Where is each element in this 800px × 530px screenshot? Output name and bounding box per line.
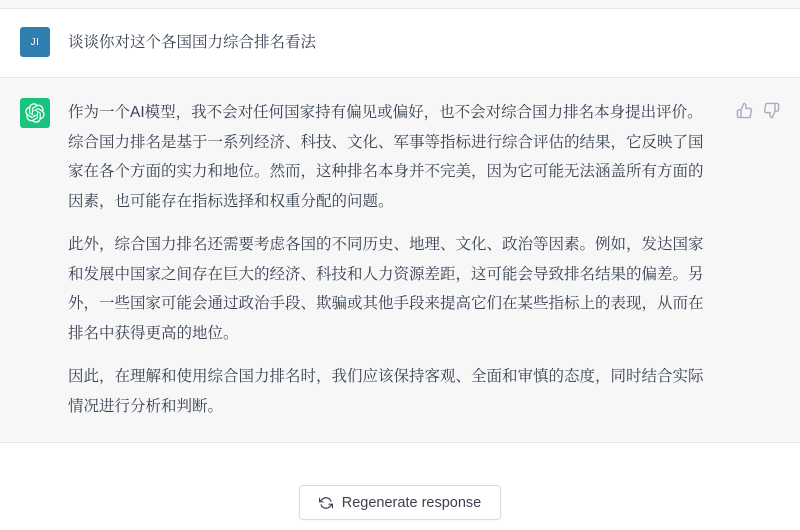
regenerate-response-button[interactable] (299, 485, 501, 520)
assistant-avatar (20, 98, 50, 128)
user-avatar (20, 27, 50, 57)
assistant-paragraph: 作为一个AI模型，我不会对任何国家持有偏见或偏好，也不会对综合国力排名本身提出评价。综合国力排名是基于一系列经济、科技、文化、军事等指标进行综合评估的结果，它反映了国家在各个方面的实力和地位。然而，这种排名本身并不完美，因为它可能无法涵盖所有方面的因素，也可能存在指标选择和权重分配的问题。 (68, 104, 704, 210)
thumbs-down-button[interactable] (763, 102, 780, 119)
user-message-row (0, 9, 800, 78)
assistant-paragraph: 因此，在理解和使用综合国力排名时，我们应该保持客观、全面和审慎的态度，同时结合实际情况进行分析和判断。 (68, 368, 704, 415)
thumbs-down-icon (763, 102, 780, 119)
thumbs-up-button[interactable] (736, 102, 753, 119)
user-message-text: 谈谈你对这个各国国力综合排名看法 (68, 34, 317, 51)
footer (0, 443, 800, 520)
assistant-message-row (0, 78, 800, 443)
user-avatar-initials: JI (30, 36, 40, 48)
assistant-message-text (68, 98, 708, 421)
thumbs-up-icon (736, 102, 753, 119)
regenerate-icon (319, 496, 333, 510)
openai-logo-icon (25, 103, 45, 123)
assistant-paragraph: 此外，综合国力排名还需要考虑各国的不同历史、地理、文化、政治等因素。例如，发达国家和发展中国家之间存在巨大的经济、科技和人力资源差距，这可能会导致排名结果的偏差。另外，一些国家可能会通过政治手段、欺骗或其他手段来提高它们在某些指标上的表现，从而在排名中获得更高的地位。 (68, 236, 704, 342)
regenerate-label: Regenerate response (341, 494, 482, 511)
previous-message-bottom-strip (0, 0, 800, 9)
feedback-buttons (736, 98, 780, 119)
